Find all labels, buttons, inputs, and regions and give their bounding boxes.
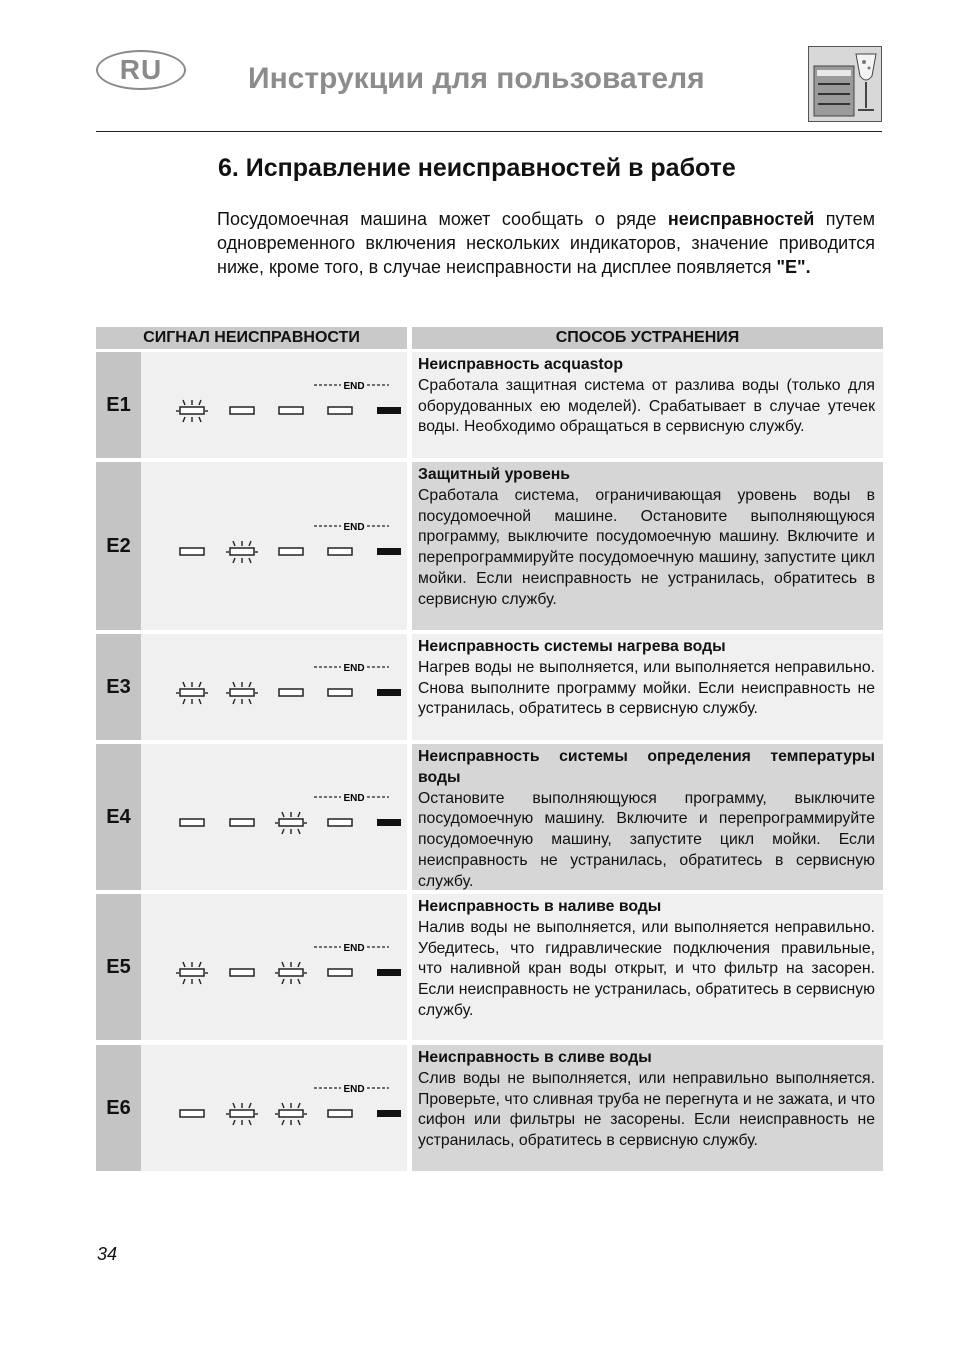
indicator-panel — [141, 894, 407, 1040]
indicator-on-icon — [377, 969, 401, 976]
svg-text:END: END — [343, 522, 365, 533]
indicator-blink-icon — [176, 400, 208, 422]
indicator-blink-icon — [275, 962, 307, 984]
indicator-signal — [141, 744, 407, 890]
indicator-panel — [141, 634, 407, 740]
fault-title: Защитный уровень — [418, 466, 571, 483]
indicator-signal — [141, 634, 407, 740]
fault-code: E3 — [96, 634, 141, 740]
fault-code: E4 — [96, 744, 141, 890]
indicator-on-icon — [377, 1110, 401, 1117]
indicator-signal — [141, 894, 407, 1040]
fault-description: Слив воды не выполняется, или неправильно выполняется. Проверьте, что сливная труба не перегнута и не зажата, и что сифон или фильтры не засорены. Если неисправность не устранилась, обратитесь в сервисную службу. — [418, 1069, 875, 1150]
indicator-blink-icon — [176, 682, 208, 704]
header-divider — [96, 131, 882, 132]
svg-text:END: END — [343, 943, 365, 954]
fault-code: E5 — [96, 894, 141, 1040]
fault-title: Неисправность в сливе воды — [418, 1049, 652, 1066]
fault-title: Неисправность acquastop — [418, 356, 623, 373]
end-label — [314, 522, 389, 533]
indicator-off-icon — [230, 407, 254, 414]
indicator-blink-icon — [226, 1103, 258, 1125]
indicator-off-icon — [328, 689, 352, 696]
fault-description: Сработала система, ограничивающая уровень воды в посудомоечной машине. Остановите выполняющуюся программу, выключите посудомоечную машину. Включите и перепрограммируйте посудомоечную машину, запустите цикл мойки. Если неисправность не устранилась, обратитесь в сервисную службу. — [418, 486, 875, 608]
fault-title: Неисправность системы нагрева воды — [418, 638, 726, 655]
section-title: 6. Исправление неисправностей в работе — [218, 154, 736, 182]
fault-code: E2 — [96, 462, 141, 630]
indicator-panel — [141, 462, 407, 630]
indicator-off-icon — [279, 689, 303, 696]
fault-remedy — [412, 894, 883, 1040]
dishwasher-glass-icon — [808, 46, 882, 122]
indicator-off-icon — [230, 969, 254, 976]
indicator-on-icon — [377, 819, 401, 826]
fault-remedy — [412, 1045, 883, 1171]
end-label — [314, 663, 389, 674]
column-header-signal: СИГНАЛ НЕИСПРАВНОСТИ — [96, 327, 407, 349]
indicator-panel — [141, 744, 407, 890]
fault-remedy — [412, 744, 883, 890]
page-header-title: Инструкции для пользователя — [248, 62, 705, 95]
indicator-blink-icon — [226, 541, 258, 563]
fault-title: Неисправность системы определения температуры воды — [418, 748, 875, 786]
end-label — [314, 1084, 389, 1095]
indicator-blink-icon — [275, 812, 307, 834]
fault-description: Нагрев воды не выполняется, или выполняется неправильно. Снова выполните программу мойки. Если неисправность не устранилась, обратитесь в сервисную службу. — [418, 658, 875, 718]
indicator-signal — [141, 352, 407, 458]
indicator-off-icon — [328, 548, 352, 555]
indicator-signal — [141, 1045, 407, 1171]
fault-remedy — [412, 462, 883, 630]
indicator-off-icon — [230, 819, 254, 826]
page-number: 34 — [97, 1244, 118, 1264]
fault-title: Неисправность в наливе воды — [418, 898, 662, 915]
fault-remedy — [412, 352, 883, 458]
indicator-off-icon — [180, 548, 204, 555]
fault-code: E6 — [96, 1045, 141, 1171]
indicator-off-icon — [328, 407, 352, 414]
svg-text:END: END — [343, 381, 365, 392]
indicator-off-icon — [328, 1110, 352, 1117]
indicator-panel — [141, 352, 407, 458]
indicator-on-icon — [377, 407, 401, 414]
fault-remedy — [412, 634, 883, 740]
indicator-blink-icon — [226, 682, 258, 704]
fault-code: E1 — [96, 352, 141, 458]
end-label — [314, 381, 389, 392]
fault-description: Остановите выполняющуюся программу, выключите посудомоечную машину. Включите и перепрограммируйте посудомоечную машину, запустите цикл мойки. Если неисправность не устранилась, обратитесь в сервисную службу. — [418, 789, 875, 890]
indicator-off-icon — [328, 819, 352, 826]
language-badge: RU — [96, 50, 186, 90]
indicator-off-icon — [180, 819, 204, 826]
indicator-on-icon — [377, 689, 401, 696]
column-header-remedy: СПОСОБ УСТРАНЕНИЯ — [412, 327, 883, 349]
fault-description: Налив воды не выполняется, или выполняется неправильно. Убедитесь, что гидравлические подключения правильные, что наливной кран воды открыт, и что фильтр на засорен. Если неисправность не устранилась, обратитесь в сервисную службу. — [418, 918, 875, 1019]
fault-description: Сработала защитная система от разлива воды (только для оборудованных ею моделей). Срабатывает в случае утечек воды. Необходимо обращаться в сервисную службу. — [418, 376, 875, 436]
end-label — [314, 943, 389, 954]
indicator-panel — [141, 1045, 407, 1171]
indicator-signal — [141, 462, 407, 630]
intro-paragraph: Посудомоечная машина может сообщать о ряде неисправностей путем одновременного включения нескольких индикаторов, значение приводится ниже, кроме того, в случае неисправности на дисплее появляется "E". — [217, 209, 875, 277]
indicator-off-icon — [328, 969, 352, 976]
indicator-blink-icon — [176, 962, 208, 984]
end-label — [314, 793, 389, 804]
indicator-off-icon — [180, 1110, 204, 1117]
svg-text:END: END — [343, 793, 365, 804]
svg-text:END: END — [343, 1084, 365, 1095]
indicator-blink-icon — [275, 1103, 307, 1125]
indicator-off-icon — [279, 407, 303, 414]
indicator-on-icon — [377, 548, 401, 555]
indicator-off-icon — [279, 548, 303, 555]
svg-text:END: END — [343, 663, 365, 674]
